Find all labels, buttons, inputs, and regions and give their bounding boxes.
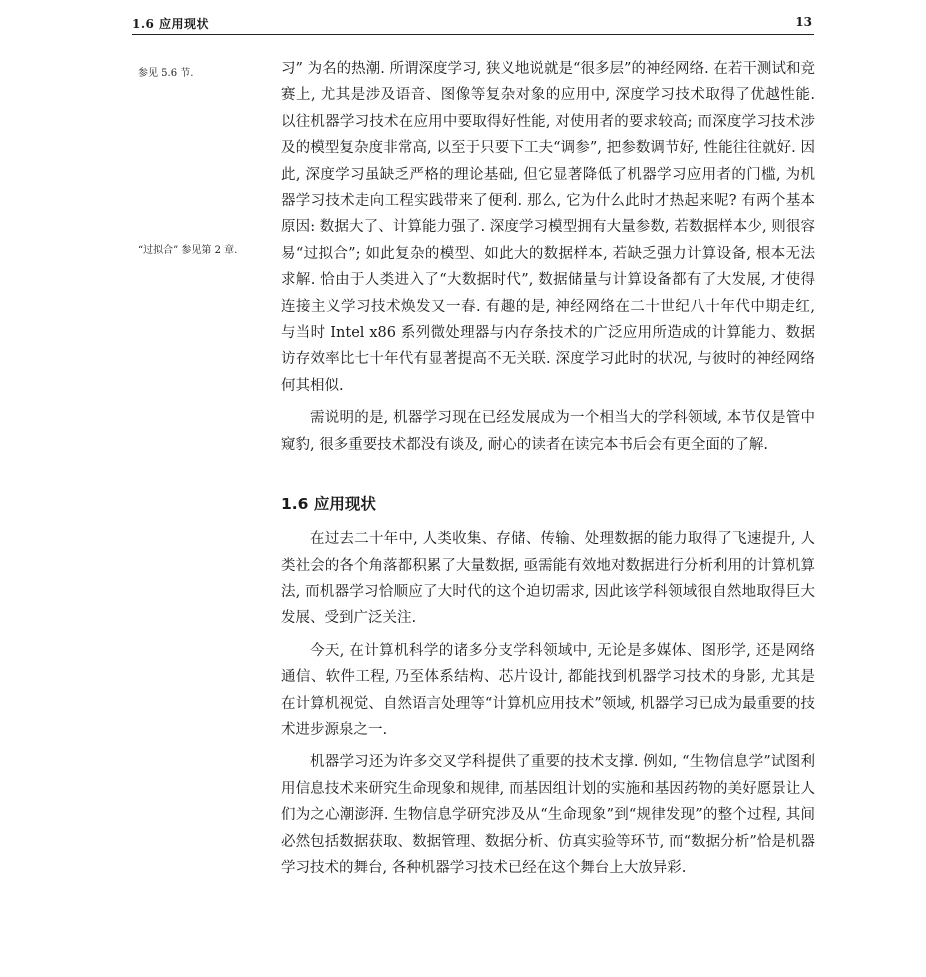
main-text [281,56,815,881]
page-number: 13 [795,15,812,29]
margin-note-overfitting: “过拟合” 参见第 2 章. [138,245,238,256]
running-head-section: 1.6 应用现状 [132,17,210,31]
paragraph-bioinformatics: 机器学习还为许多交叉学科提供了重要的技术支撑. 例如, “生物信息学”试图利用信息技术来研究生命现象和规律, 而基因组计划的实施和基因药物的美好愿景让人们为之心潮澎湃. 生物信息学研究涉及从“生命现象”到“规律发现”的整个过程, 其间必然包括数据获取、数据管理、数据分析、仿真实验等环节, 而“数据分析”恰是机器学习技术的舞台, 各种机器学习技术已经在这个舞台上大放异彩. [281,754,815,876]
running-head [132,14,814,35]
paragraph-data-growth: 在过去二十年中, 人类收集、存储、传输、处理数据的能力取得了飞速提升, 人类社会的各个角落都积累了大量数据, 亟需能有效地对数据进行分析利用的计算机算法, 而机器学习恰顺应了大时代的这个迫切需求, 因此该学科领域很自然地取得巨大发展、受到广泛关注. [281,531,815,627]
margin-note-see-section: 参见 5.6 节. [138,68,194,79]
paragraph-deep-learning: 习” 为名的热潮. 所谓深度学习, 狭义地说就是“很多层”的神经网络. 在若干测试和竞赛上, 尤其是涉及语音、图像等复杂对象的应用中, 深度学习技术取得了优越性能. 以往机器学习技术在应用中要取得好性能, 对使用者的要求较高; 而深度学习技术涉及的模型复杂度非常高, 以至于只要下工夫“调参”, 把参数调节好, 性能往往就好. 因此, 深度学习虽缺乏严格的理论基础, 但它显著降低了机器学习应用者的门槛, 为机器学习技术走向工程实践带来了便利. 那么, 它为什么此时才热起来呢? 有两个基本原因: 数据大了、计算能力强了. 深度学习模型拥有大量参数, 若数据样本少, 则很容易“过拟合”; 如此复杂的模型、如此大的数据样本, 若缺乏强力计算设备, 根本无法求解. 恰由于人类进入了“大数据时代”, 数据储量与计算设备都有了大发展, 才使得连接主义学习技术焕发又一春. 有趣的是, 神经网络在二十世纪八十年代中期走红, 与当时 Intel x86 系列微处理器与内存条技术的广泛应用所造成的计算能力、数据访存效率比七十年代有显著提高不无关联. 深度学习此时的状况, 与彼时的神经网络何其相似. [281,61,815,394]
paragraph-cs-fields: 今天, 在计算机科学的诸多分支学科领域中, 无论是多媒体、图形学, 还是网络通信、软件工程, 乃至体系结构、芯片设计, 都能找到机器学习技术的身影, 尤其是在计算机视觉、自然语言处理等“计算机应用技术”领域, 机器学习已成为最重要的技术进步源泉之一. [281,642,815,738]
section-title: 1.6 应用现状 [281,495,376,514]
paragraph-note: 需说明的是, 机器学习现在已经发展成为一个相当大的学科领域, 本节仅是管中窥豹, 很多重要技术都没有谈及, 耐心的读者在读完本书后会有更全面的了解. [281,410,815,453]
